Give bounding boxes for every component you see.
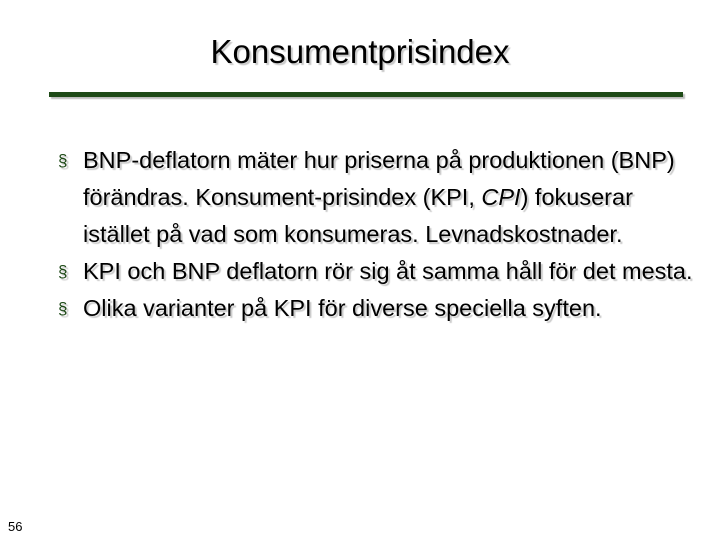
section-sign-bullet-icon: § bbox=[58, 262, 68, 281]
section-sign-bullet-icon: § bbox=[58, 151, 68, 170]
slide-title: Konsumentprisindex bbox=[210, 33, 510, 70]
bullet-1-text-end: ) fokuserar istället på vad som konsumeras. Levnadskostnader. bbox=[83, 184, 633, 247]
bullet-list bbox=[58, 142, 698, 327]
bullet-item-1 bbox=[58, 142, 698, 253]
bullet-item-2 bbox=[58, 253, 698, 290]
section-sign-bullet-icon: § bbox=[58, 299, 68, 318]
bullet-1-text-start: BNP-deflatorn mäter hur priserna på produktionen (BNP) förändras. Konsument-prisindex (KPI, bbox=[83, 147, 675, 210]
bullet-item-3 bbox=[58, 290, 698, 327]
page-number: 56 bbox=[8, 519, 23, 534]
bullet-2-text: KPI och BNP deflatorn rör sig åt samma håll för det mesta. bbox=[83, 258, 693, 284]
bullet-3-text: Olika varianter på KPI för diverse speciella syften. bbox=[83, 295, 602, 321]
bullet-1-italic-term: CPI bbox=[481, 184, 521, 210]
title-underline bbox=[49, 92, 683, 97]
